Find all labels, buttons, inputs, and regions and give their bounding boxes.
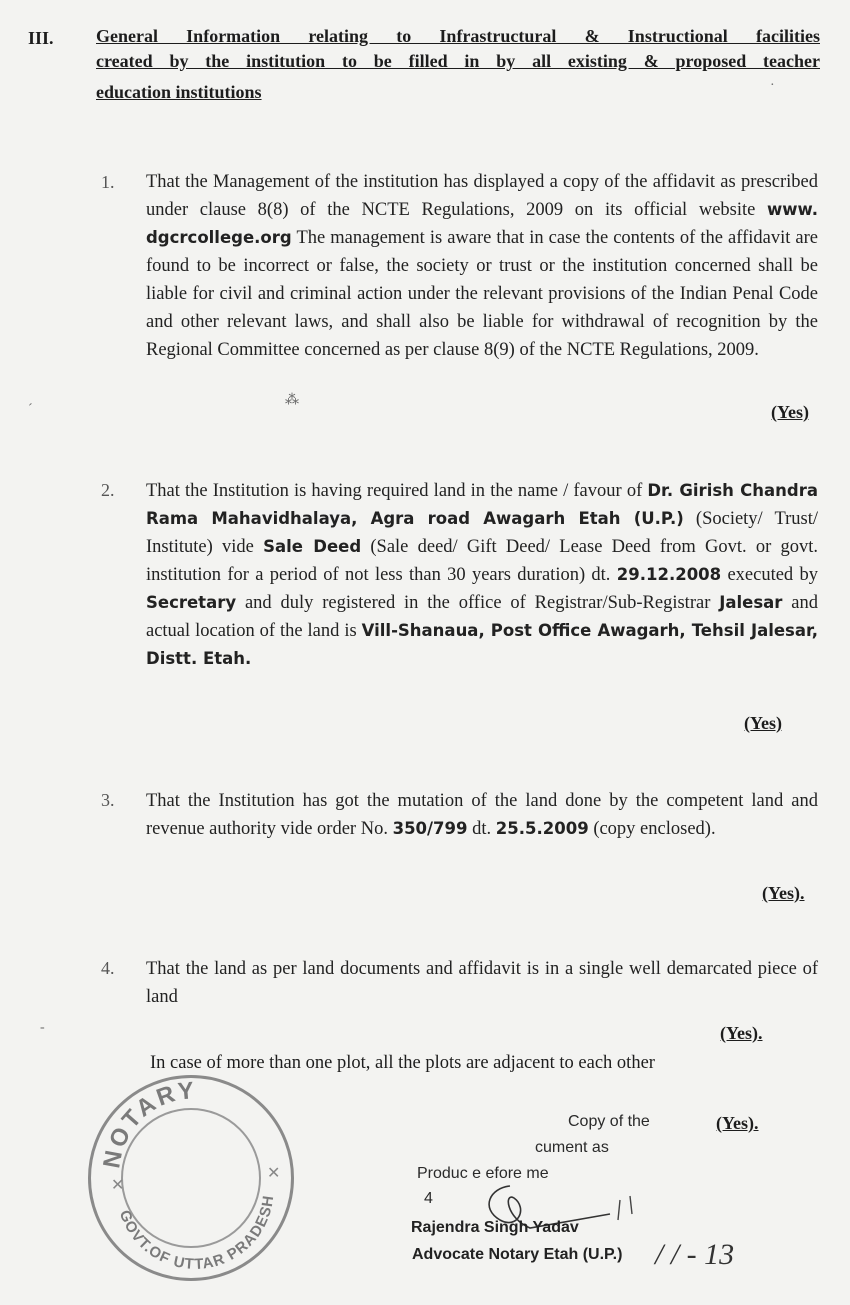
- notary-stamp-lettering: [91, 1078, 297, 1284]
- item-1-text: [146, 168, 818, 364]
- text-run: That the Institution is having required land in the name / favour of: [146, 481, 648, 501]
- item-4-text: [146, 955, 818, 1011]
- item-4-answer: (Yes).: [720, 1023, 763, 1043]
- text-run: That the Institution has got the mutation of the land done by the competent land and revenue authority vide order No.: [146, 791, 818, 839]
- bold-run: 29.12.2008: [616, 565, 722, 584]
- notary-cert-number: 4: [424, 1190, 433, 1207]
- bold-run: Jalesar: [719, 593, 783, 612]
- bold-run: 350/799: [392, 819, 468, 838]
- scan-mark: ⁂: [285, 393, 299, 408]
- stamp-star-left-icon: ✕: [111, 1177, 125, 1194]
- item-3-text: [146, 787, 818, 843]
- item-3-number: 3.: [101, 790, 115, 810]
- section-title-line-1: General Information relating to Infrastructural & Instructional facilities: [96, 26, 820, 46]
- notary-answer: (Yes).: [716, 1113, 759, 1133]
- text-run: dt.: [467, 819, 496, 839]
- text-run: (Society/ Trust/ Institute) vide: [146, 509, 819, 557]
- text-run: (Sale deed/ Gift Deed/ Lease Deed from Govt. or govt. institution for a period of not less than 30 years duration) dt.: [146, 537, 818, 585]
- text-run: The management is aware that in case the contents of the affidavit are found to be incorrect or false, the society or trust or the institution concerned shall be liable for civil and criminal action under the relevant provisions of the Indian Penal Code and other relevant laws, and shall also be liable for withdrawal of recognition by the Regional Committee concerned as per clause 8(9) of the NCTE Regulations, 2009.: [146, 228, 818, 360]
- text-run: and actual location of the land is: [146, 593, 818, 641]
- stamp-top-text: NOTARY: [98, 1078, 198, 1171]
- item-2-answer: (Yes): [744, 713, 782, 733]
- item-3-answer: (Yes).: [762, 883, 805, 903]
- bold-run: Vill-Shanaua, Post Office Awagarh, Tehsil Jalesar, Distt. Etah.: [146, 621, 818, 668]
- notary-name: Rajendra Singh Yadav: [411, 1219, 579, 1236]
- item-4-number: 4.: [101, 958, 115, 978]
- notary-cert-line-2: cument as: [535, 1139, 609, 1156]
- scan-mark: ·: [770, 78, 775, 93]
- adjacent-plots-note: In case of more than one plot, all the plots are adjacent to each other: [150, 1053, 655, 1073]
- stamp-bottom-text: GOVT.OF UTTAR PRADESH: [115, 1193, 278, 1274]
- bold-run: www. dgcrcollege.org: [146, 200, 818, 247]
- section-title-line-2: created by the institution to be filled in by all existing & proposed teacher: [96, 51, 820, 71]
- svg-text:NOTARY: [98, 1078, 198, 1170]
- bold-run: Secretary: [146, 593, 237, 612]
- stamp-star-right-icon: ✕: [267, 1165, 281, 1182]
- item-2-text: [146, 477, 818, 673]
- text-run: That the Management of the institution has displayed a copy of the affidavit as prescribed under clause 8(8) of the NCTE Regulations, 2009 on its official website: [146, 172, 818, 220]
- handwritten-date: / / - 13: [655, 1238, 735, 1271]
- section-title: [96, 24, 820, 74]
- notary-stamp: [88, 1075, 294, 1281]
- section-roman-numeral: III.: [28, 28, 54, 48]
- bold-run: Dr. Girish Chandra Rama Mahavidhalaya, Agra road Awagarh Etah (U.P.): [146, 481, 818, 528]
- text-run: and duly registered in the office of Registrar/Sub-Registrar: [236, 593, 720, 613]
- item-1-answer: (Yes): [771, 402, 809, 422]
- notary-cert-line-1: Copy of the: [568, 1113, 650, 1130]
- item-2-number: 2.: [101, 480, 115, 500]
- scan-mark: ˊ: [28, 402, 33, 417]
- notary-cert-line-3: Produc e efore me: [417, 1165, 549, 1182]
- text-run: (copy enclosed).: [588, 819, 716, 839]
- item-1-number: 1.: [101, 172, 115, 192]
- text-run: That the land as per land documents and affidavit is in a single well demarcated piece of land: [146, 959, 818, 1007]
- bold-run: Sale Deed: [263, 537, 362, 556]
- scan-mark: ‑: [40, 1020, 45, 1035]
- section-title-line-3: education institutions: [96, 82, 262, 102]
- bold-run: 25.5.2009: [495, 819, 589, 838]
- text-run: executed by: [721, 565, 818, 585]
- notary-title: Advocate Notary Etah (U.P.): [412, 1246, 623, 1263]
- svg-text:GOVT.OF UTTAR PRADESH: [116, 1194, 278, 1273]
